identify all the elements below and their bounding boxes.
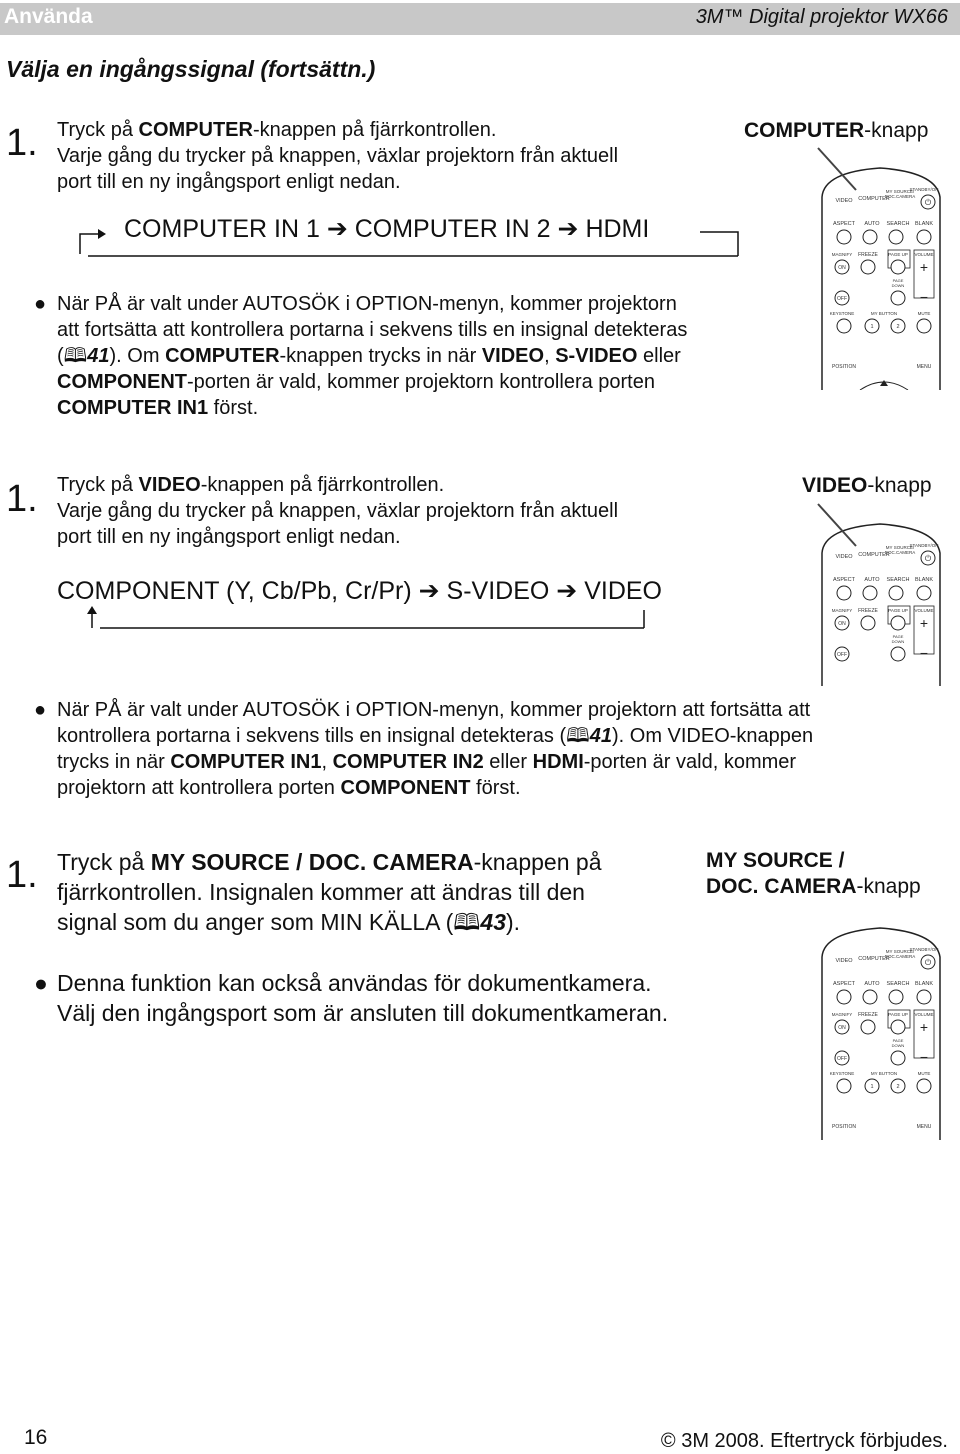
remote-label: ASPECT [832, 981, 856, 987]
remote-label: 1 [870, 324, 874, 330]
remote-label: BLANK [914, 221, 934, 227]
book-icon: 🕮 [453, 909, 481, 935]
remote-label: MAGNIFY [831, 252, 853, 257]
remote-label: MY SOURCE/ [885, 189, 915, 194]
volume-up-icon: + [919, 615, 929, 631]
step-number: 1. [6, 122, 38, 164]
remote-button [917, 319, 931, 333]
remote-button [861, 260, 875, 274]
remote-label: MUTE [917, 311, 931, 316]
volume-up-icon: + [919, 1019, 929, 1035]
remote-button [863, 230, 877, 244]
page-number: 16 [24, 1426, 48, 1449]
remote-button [917, 230, 931, 244]
remote-label: DOC.CAMERA [884, 550, 916, 555]
pointer-line [818, 148, 856, 190]
flow-step: COMPUTER IN 1 [124, 215, 320, 243]
volume-down-icon: − [919, 289, 929, 305]
remote-label: PAGE [892, 634, 904, 639]
remote-button [891, 1020, 905, 1034]
bullet: ● [34, 699, 47, 721]
remote-label: AUTO [864, 981, 880, 987]
remote-label: MAGNIFY [831, 1012, 853, 1017]
remote-button [861, 616, 875, 630]
remote-button [837, 1079, 851, 1093]
arrow-right-icon: ➔ [326, 215, 355, 243]
remote-button [837, 230, 851, 244]
step-text: Tryck på MY SOURCE / DOC. CAMERA-knappen på fjärrkontrollen. Insignalen kommer att ändras till den signal som du anger som MIN KÄLLA (🕮43). [57, 849, 602, 935]
arrow-right-icon: ➔ [556, 577, 585, 605]
remote-label: VIDEO [835, 958, 853, 964]
power-icon: ⏻ [924, 958, 932, 967]
remote-button [863, 990, 877, 1004]
flow-step: COMPUTER IN 2 [354, 215, 551, 243]
remote-label: MY SOURCE/ [885, 545, 915, 550]
remote-button [891, 1051, 905, 1065]
remote-label: VOLUME [914, 608, 934, 613]
remote-label: DOWN [891, 639, 905, 644]
remote-label: MY BUTTON [870, 1071, 898, 1076]
section-title: Använda [4, 5, 93, 28]
remote-label: BLANK [914, 577, 934, 583]
remote-label: FREEZE [858, 608, 878, 614]
remote-button [889, 990, 903, 1004]
volume-down-icon: − [919, 645, 929, 661]
flow-step: VIDEO [584, 577, 662, 605]
remote-label: SEARCH [886, 577, 910, 583]
remote-button [917, 990, 931, 1004]
remote-label: KEYSTONE [829, 1071, 855, 1076]
remote-button [917, 1079, 931, 1093]
remote-label: POSITION [832, 364, 856, 370]
bullet: ● [34, 970, 48, 996]
remote-label: PAGE UP [888, 1012, 908, 1017]
remote-illustration-mysource [800, 902, 960, 1145]
volume-up-icon: + [919, 259, 929, 275]
remote-label: ON [838, 621, 846, 627]
remote-label: OFF [837, 296, 847, 302]
remote-label: KEYSTONE [829, 311, 855, 316]
remote-label: DOWN [891, 283, 905, 288]
remote-label: 1 [870, 1084, 874, 1090]
remote-label: MY BUTTON [870, 311, 898, 316]
remote-label: 2 [896, 1084, 900, 1090]
remote-label: VOLUME [914, 1012, 934, 1017]
page-title: Välja en ingångssignal (fortsättn.) [6, 56, 376, 82]
remote-label: PAGE [892, 1038, 904, 1043]
remote-label: DOC.CAMERA [884, 954, 916, 959]
remote-label: FREEZE [858, 1012, 878, 1018]
remote-label: POSITION [832, 1124, 856, 1130]
remote-illustration-computer [800, 142, 960, 395]
remote-label: VOLUME [914, 252, 934, 257]
remote-illustration-video [800, 498, 960, 691]
remote-label: PAGE UP [888, 608, 908, 613]
remote-label: ASPECT [832, 577, 856, 583]
power-icon: ⏻ [924, 198, 932, 207]
remote-button [891, 616, 905, 630]
remote-label: DOWN [891, 1043, 905, 1048]
remote-button [861, 1020, 875, 1034]
volume-down-icon: − [919, 1049, 929, 1065]
remote-label: PAGE UP [888, 252, 908, 257]
remote-label: 2 [896, 324, 900, 330]
remote-label: ON [838, 265, 846, 271]
remote-label: ON [838, 1025, 846, 1031]
remote-label: PAGE [892, 278, 904, 283]
flow-text-video [57, 576, 662, 606]
remote-label: VIDEO [835, 554, 853, 560]
remote-label: MENU [916, 364, 932, 370]
arrow-right-icon: ➔ [557, 215, 586, 243]
note-text: När PÅ är valt under AUTOSÖK i OPTION-menyn, kommer projektorn att fortsätta att kontrollera portarna i sekvens tills en insignal detekteras (🕮41). Om VIDEO-knappen trycks in när COMPUTER IN1, COMPUTER IN2 eller HDMI-porten är vald, kommer projektorn att kontrollera porten COMPONENT först. [57, 699, 814, 799]
step-text: Tryck på VIDEO-knappen på fjärrkontrollen. Varje gång du trycker på knappen, växlar projektorn från aktuell port till en ny ingångsport enligt nedan. [57, 474, 619, 548]
note-text: Denna funktion kan också användas för dokumentkamera. Välj den ingångsport som är ansluten till dokumentkameran. [57, 970, 669, 1026]
remote-label: MY SOURCE/ [885, 949, 915, 954]
book-icon: 🕮 [63, 345, 88, 367]
step-number: 1. [6, 478, 38, 520]
remote-button [837, 586, 851, 600]
remote-label: SEARCH [886, 221, 910, 227]
remote-label: ASPECT [832, 221, 856, 227]
bullet: ● [34, 293, 47, 315]
flow-step: S-VIDEO [446, 577, 550, 605]
book-icon: 🕮 [566, 725, 590, 747]
remote-label: STANDBY/ON [909, 947, 939, 952]
flow-text-computer [124, 214, 649, 244]
remote-label: MAGNIFY [831, 608, 853, 613]
remote-button [889, 230, 903, 244]
arrow-right-icon: ➔ [418, 577, 447, 605]
flow-step: HDMI [585, 215, 650, 243]
remote-label: COMPUTER [858, 552, 890, 558]
flow-return-arrow [82, 604, 662, 634]
remote-button [891, 647, 905, 661]
remote-label: COMPUTER [858, 956, 890, 962]
remote-button [889, 586, 903, 600]
remote-label: AUTO [864, 221, 880, 227]
remote-label: STANDBY/ON [909, 187, 939, 192]
product-title: 3M™ Digital projektor WX66 [695, 6, 948, 28]
computer-button-label: COMPUTER-knapp [744, 119, 929, 142]
remote-button [837, 319, 851, 333]
remote-button [837, 990, 851, 1004]
step-text: Tryck på COMPUTER-knappen på fjärrkontrollen. Varje gång du trycker på knappen, växlar projektorn från aktuell port till en ny ingångsport enligt nedan. [57, 119, 619, 193]
remote-label: SEARCH [886, 981, 910, 987]
pointer-line [818, 504, 856, 546]
remote-label: MENU [916, 1124, 932, 1130]
power-icon: ⏻ [924, 554, 932, 563]
remote-label: COMPUTER [858, 196, 890, 202]
remote-label: STANDBY/ON [909, 543, 939, 548]
step-number: 1. [6, 854, 38, 896]
remote-button [863, 586, 877, 600]
mysource-button-label: MY SOURCE / DOC. CAMERA-knapp [706, 849, 921, 898]
remote-button [891, 291, 905, 305]
remote-label: VIDEO [835, 198, 853, 204]
remote-label: FREEZE [858, 252, 878, 258]
note-text: När PÅ är valt under AUTOSÖK i OPTION-menyn, kommer projektorn att fortsätta att kontrollera portarna i sekvens tills en insignal detekteras (🕮41). Om COMPUTER-knappen trycks in när VIDEO, S-VIDEO eller COMPONENT-porten är vald, kommer projektorn kontrollera porten COMPUTER IN1 först. [57, 293, 688, 419]
remote-label: DOC.CAMERA [884, 194, 916, 199]
remote-body [822, 524, 940, 686]
remote-label: BLANK [914, 981, 934, 987]
copyright: © 3M 2008. Eftertryck förbjudes. [660, 1430, 948, 1452]
remote-button [917, 586, 931, 600]
remote-label: AUTO [864, 577, 880, 583]
video-button-label: VIDEO-knapp [802, 474, 932, 497]
remote-button [891, 260, 905, 274]
remote-label: MUTE [917, 1071, 931, 1076]
remote-label: OFF [837, 652, 847, 658]
remote-label: OFF [837, 1056, 847, 1062]
flow-step: COMPONENT (Y, Cb/Pb, Cr/Pr) [57, 577, 412, 605]
